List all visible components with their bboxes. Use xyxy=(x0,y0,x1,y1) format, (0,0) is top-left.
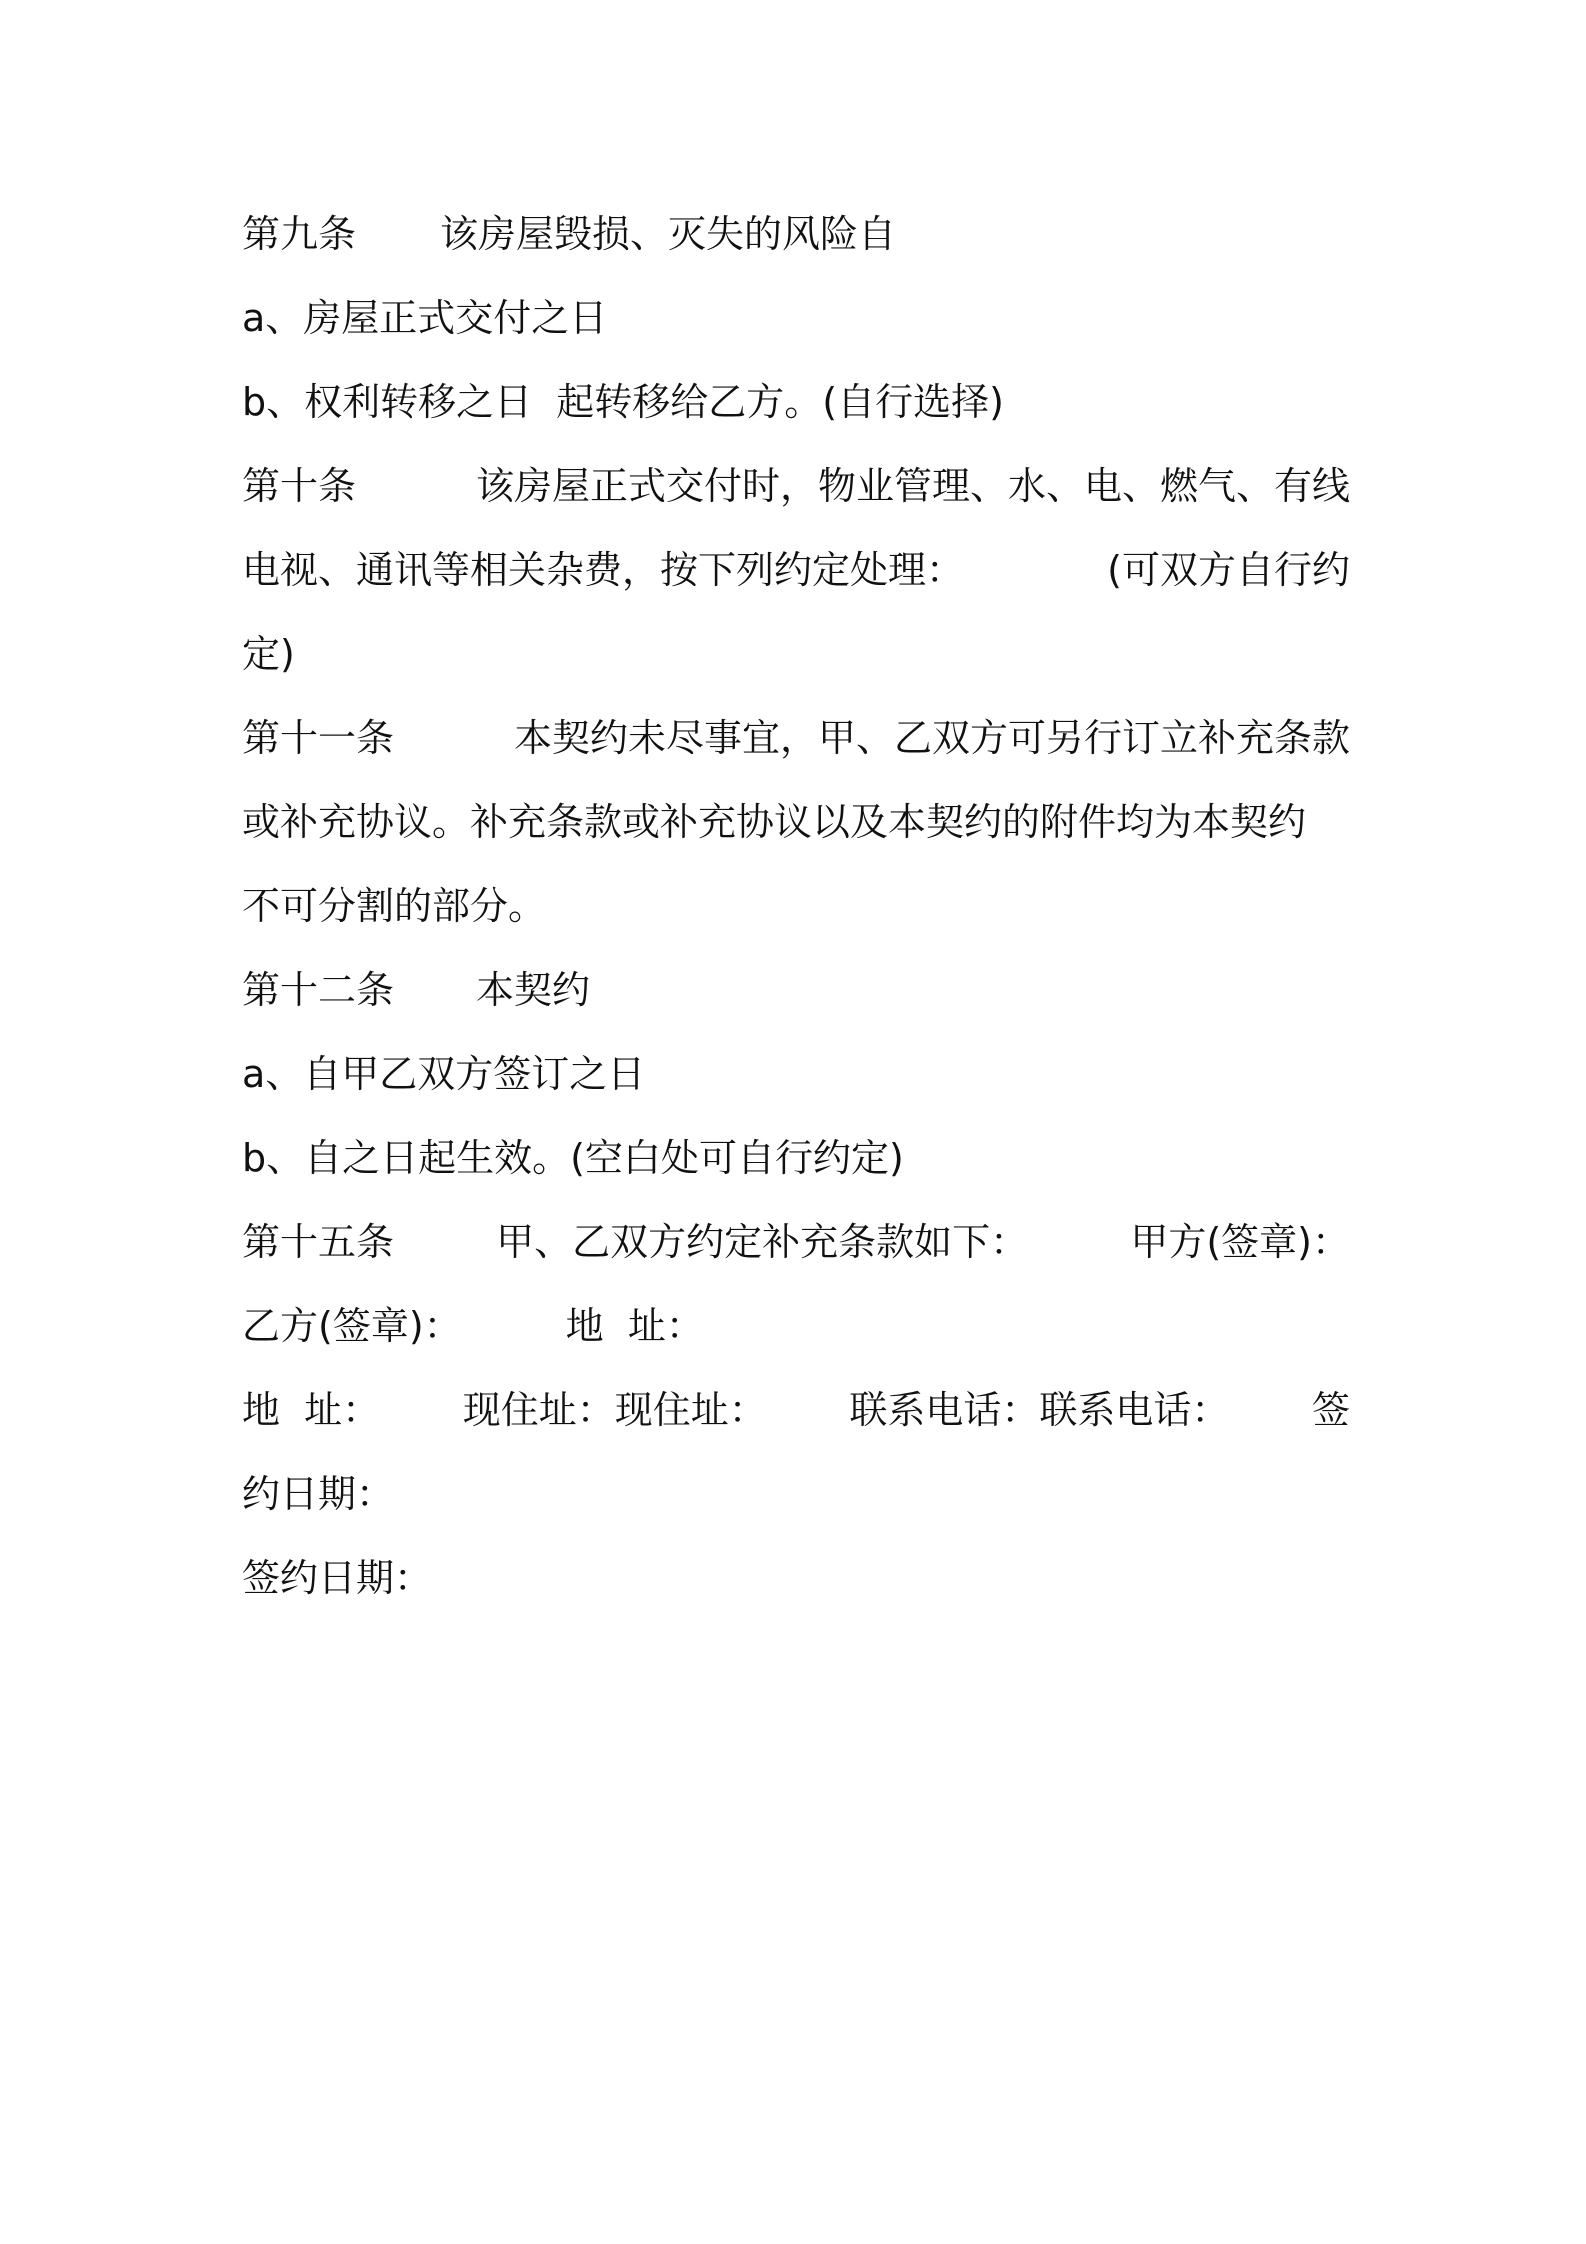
article-12-heading xyxy=(242,948,1350,1032)
article-10-line-3: 定) xyxy=(242,632,295,676)
contact-info-line xyxy=(242,1368,1350,1452)
article-10-text-line-1: 该房屋正式交付时，物业管理、水、电、燃气、有线 xyxy=(475,464,1350,508)
article-12-option-a: a、自甲乙双方签订之日 xyxy=(242,1052,646,1096)
article-15-text: 甲、乙双方约定补充条款如下： xyxy=(496,1220,1029,1264)
current-address-label-2: 现住址： xyxy=(614,1388,767,1432)
article-10-text-line-2a: 电视、通讯等相关杂费，按下列约定处理： xyxy=(242,548,965,592)
article-9-heading xyxy=(242,192,1350,276)
current-address-group xyxy=(463,1368,767,1452)
article-15-heading xyxy=(242,1200,1350,1284)
article-12-text: 本契约 xyxy=(476,968,591,1012)
party-b-signature-label: 乙方(签章)： xyxy=(242,1304,462,1348)
article-11-text-line-1: 本契约未尽事宜，甲、乙双方可另行订立补充条款 xyxy=(513,716,1350,760)
address-label-2: 地 址： xyxy=(242,1388,381,1432)
phone-group xyxy=(849,1368,1229,1452)
article-15-title: 第十五条 xyxy=(242,1220,395,1264)
article-10-title: 第十条 xyxy=(242,464,357,508)
current-address-label-1: 现住址： xyxy=(462,1388,615,1432)
phone-label-2: 联系电话： xyxy=(1039,1388,1230,1432)
party-a-signature-label: 甲方(签章)： xyxy=(1130,1220,1350,1264)
article-11-title: 第十一条 xyxy=(242,716,395,760)
article-9-option-b: b、权利转移之日 起转移给乙方。(自行选择) xyxy=(242,380,1004,424)
sign-date-prefix: 签 xyxy=(1311,1388,1350,1432)
article-10-heading xyxy=(242,444,1350,528)
article-9-title: 第九条 xyxy=(242,212,357,256)
article-11-heading xyxy=(242,696,1350,780)
document-body xyxy=(242,192,1350,1620)
article-9-option-a: a、房屋正式交付之日 xyxy=(242,296,608,340)
article-10-line-2 xyxy=(242,528,1350,612)
article-9-text: 该房屋毁损、灭失的风险自 xyxy=(440,212,897,256)
article-12-option-b: b、自之日起生效。(空白处可自行约定) xyxy=(242,1136,904,1180)
article-11-line-2: 或补充协议。补充条款或补充协议以及本契约的附件均为本契约 xyxy=(242,800,1307,844)
address-label-1: 地 址： xyxy=(565,1304,704,1348)
article-11-line-3: 不可分割的部分。 xyxy=(242,884,547,928)
article-10-text-line-2b: (可双方自行约 xyxy=(1107,548,1350,592)
article-12-title: 第十二条 xyxy=(242,968,395,1012)
sign-date-line-2: 签约日期： xyxy=(242,1556,433,1600)
sign-date-line-1: 约日期： xyxy=(242,1472,395,1516)
phone-label-1: 联系电话： xyxy=(849,1388,1040,1432)
party-b-signature-line xyxy=(242,1284,1350,1368)
